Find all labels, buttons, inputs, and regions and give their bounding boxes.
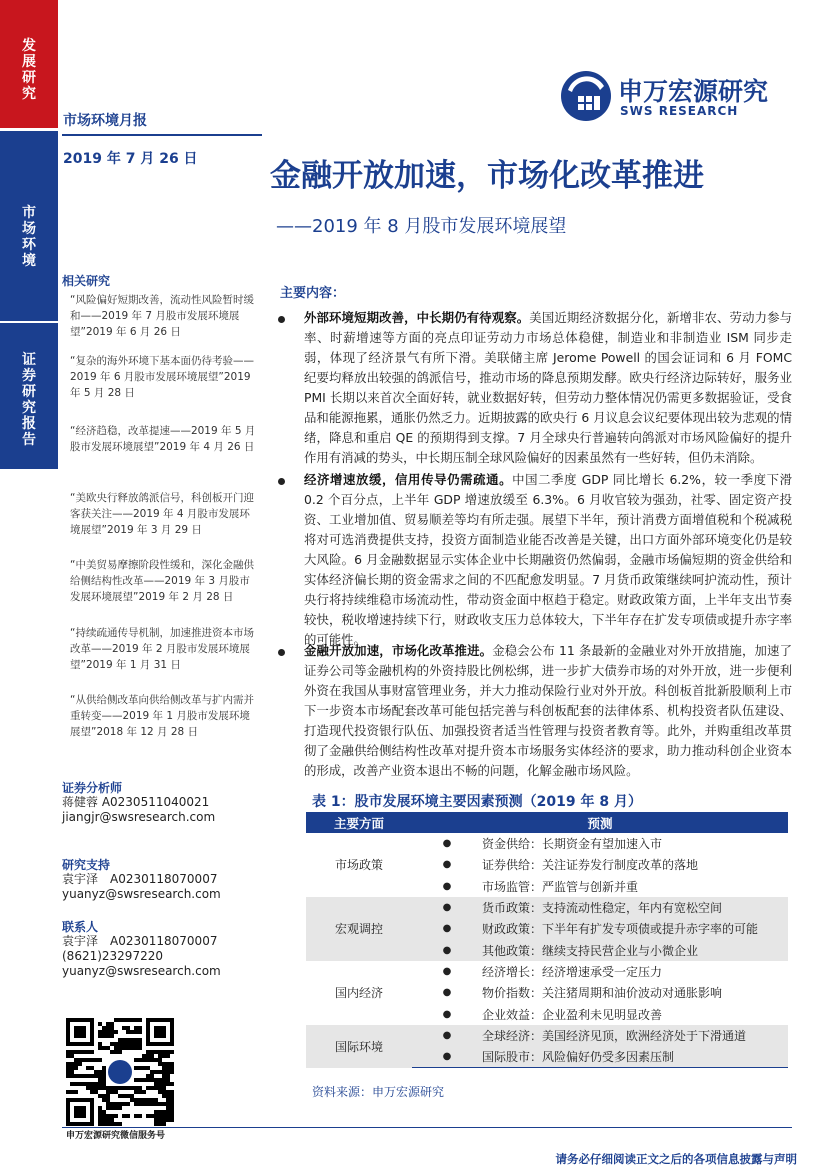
table-cell-forecast: 企业效益：企业盈利未见明显改善 xyxy=(482,1007,663,1022)
bullet-icon: ● xyxy=(412,1025,482,1046)
sidebar-char: 究 xyxy=(22,400,36,416)
table-row xyxy=(306,897,788,918)
paragraph-1 xyxy=(304,308,792,468)
table-row xyxy=(306,833,788,854)
table-cell-forecast: 财政政策：下半年有扩发专项债或提升赤字率的可能 xyxy=(482,918,788,939)
analyst-line: 蒋健蓉 A0230511040021 xyxy=(62,795,210,809)
qr-caption: 申万宏源研究微信服务号 xyxy=(66,1131,166,1141)
table-row xyxy=(306,961,788,982)
paragraph-3-text: 金稳会公布 11 条最新的金融业对外开放措施，加速了证券公司等金融机构的外资持股比例松绑，进一步扩大债券市场的对外开放，进一步便利外资在我国从事财富管理业务，并大力推动保险行业对外开放。科创板首批新股顺利上市下一步资本市场配套改革可能包括完善与科创板配套的法律体系、机构投资者队伍建设、打造现代投资银行队伍、加强投资者适当性管理与投资者教育等。此外，并购重组改革贯彻了金融供给侧结构性改革对提升资本市场服务实体经济的要求，助力推动科创企业资本的形成，改善产业资本退出不畅的问题，化解金融市场风险。 xyxy=(304,643,792,778)
forecast-table xyxy=(306,812,788,1068)
sidebar-char: 券 xyxy=(22,368,36,384)
report-type: 市场环境月报 xyxy=(63,113,147,129)
bullet-icon: ● xyxy=(412,1046,482,1068)
table-cell-forecast: 市场监管：严监管与创新并重 xyxy=(482,879,639,894)
table-group-label: 宏观调控 xyxy=(306,897,412,961)
table-title: 表 1：股市发展环境主要因素预测（2019 年 8 月） xyxy=(312,794,642,810)
sidebar-char: 环 xyxy=(22,237,36,253)
analyst-email: jiangjr@swsresearch.com xyxy=(62,810,216,824)
table-cell-forecast: 国际股市：风险偏好仍受多因素压制 xyxy=(482,1046,788,1068)
bullet-icon xyxy=(278,316,285,323)
sidebar-char: 研 xyxy=(22,70,36,86)
qr-code xyxy=(66,1018,174,1130)
table-cell-forecast: 货币政策：支持流动性稳定，年内有宽松空间 xyxy=(482,897,788,918)
contact-phone: (8621)23297220 xyxy=(62,949,163,963)
bullet-icon: ● xyxy=(442,965,452,977)
bullet-icon xyxy=(278,649,285,656)
main-heading: 主要内容： xyxy=(280,286,346,301)
contact-info xyxy=(62,934,221,979)
bullet-icon xyxy=(278,478,285,485)
divider xyxy=(62,134,262,136)
bullet-icon: ● xyxy=(412,918,482,939)
paragraph-3 xyxy=(304,641,792,781)
sidebar-char: 场 xyxy=(22,221,36,237)
sidebar-char: 展 xyxy=(22,54,36,70)
table-cell-forecast: 物价指数：关注猪周期和油价波动对通胀影响 xyxy=(482,986,723,1001)
brand-logo-icon xyxy=(560,70,612,122)
table-group-label: 国际环境 xyxy=(306,1025,412,1068)
table-cell-forecast: 经济增长：经济增速承受一定压力 xyxy=(482,964,663,979)
bullet-icon: ● xyxy=(442,880,452,892)
page-subtitle: ——2019 年 8 月股市发展环境展望 xyxy=(276,216,567,237)
table-group-label: 市场政策 xyxy=(334,858,383,873)
table-header-aspect: 主要方面 xyxy=(306,812,412,833)
related-item: “从供给侧改革向供给侧改革与扩内需并重转变——2019 年 1 月股市发展环境展望”2018 年 12 月 28 日 xyxy=(70,694,254,738)
sidebar-char: 证 xyxy=(22,352,36,368)
brand-name: 申万宏源研究 xyxy=(618,77,769,106)
paragraph-2-text: 中国二季度 GDP 同比增长 6.2%，较一季度下滑 0.2 个百分点，上半年 GDP 增速放缓至 6.3%。6 月收官较为强劲，社零、固定资产投资、工业增加值、贸易顺差等均有所走强。展望下半年，预计消费方面增值税和个税减税将对可选消费提供支持，投资方面制造业能否改善是关键，出口方面外部环境变化仍是较大风险。6 月金融数据显示实体企业中长期融资仍然偏弱，金融市场偏短期的资金供给和实体经济偏长期的资金需求之间的不匹配愈发明显。7 月货币政策继续呵护流动性，预计央行将持续维稳市场流动性，带动资金面中枢趋于稳定。财政政策方面，上半年支出节奏较快，税收增速持续下行，财政收支压力总体较大，下半年存在扩发专项债或提升赤字率的可能性。 xyxy=(304,472,792,647)
paragraph-1-text: 美国近期经济数据分化，新增非农、劳动力参与率、时薪增速等方面的亮点印证劳动力市场总体稳健，制造业和非制造业 ISM 同步走弱，体现了经济景气有所下滑。美联储主席 Jerome Powell 的国会证词和 6 月 FOMC 纪要均释放出较强的鸽派信号，推动市场的降息预期发酵。欧央行经济边际转好，服务业 PMI 长期以来首次全面好转，就业数据好转，但劳动力整体情况仍需更多数据验证，受食品和能源拖累，通胀仍然乏力。近期披露的欧央行 6 月议息会议纪要体现出较为悲观的情绪，降息和重启 QE 的预期得到支撑。7 月全球央行普遍转向鸽派对市场风险偏好的提升作用有消减的势头，中长期压制全球风险偏好的因素虽然有一些好转，但仍未消除。 xyxy=(304,310,793,465)
footer-disclaimer: 请务必仔细阅读正文之后的各项信息披露与声明 xyxy=(555,1152,797,1166)
table-source: 资料来源：申万宏源研究 xyxy=(312,1085,445,1099)
bullet-icon: ● xyxy=(442,987,452,999)
bullet-icon: ● xyxy=(412,897,482,918)
brand-logo xyxy=(560,70,612,126)
analyst-heading: 证券分析师 xyxy=(62,781,123,795)
sidebar-char: 告 xyxy=(22,432,36,448)
bullet-icon: ● xyxy=(442,838,452,850)
related-item: “复杂的海外环境下基本面仍待考验——2019 年 6 月股市发展环境展望”2019 年 5 月 28 日 xyxy=(70,355,254,399)
brand-sub: SWS RESEARCH xyxy=(620,104,739,118)
qr-code-icon xyxy=(66,1018,174,1126)
sidebar-char: 市 xyxy=(22,205,36,221)
support-line: 袁宇泽 A0230118070007 xyxy=(62,872,218,886)
related-item: “经济趋稳，改革提速——2019 年 5 月股市发展环境展望”2019 年 4 月 26 日 xyxy=(70,425,256,453)
contact-heading: 联系人 xyxy=(62,920,99,934)
related-item: “中美贸易摩擦阶段性缓和，深化金融供给侧结构性改革——2019 年 3 月股市发展环境展望”2019 年 2 月 28 日 xyxy=(70,559,254,603)
sidebar-tag-market xyxy=(0,205,58,269)
table-cell-forecast: 其他政策：继续支持民营企业与小微企业 xyxy=(482,939,788,960)
analyst-info xyxy=(62,795,215,825)
table-cell-forecast: 资金供给：长期资金有望加速入市 xyxy=(482,837,663,852)
bullet-icon: ● xyxy=(442,1008,452,1020)
footer-divider xyxy=(62,1127,792,1128)
sidebar-tag-research xyxy=(0,38,58,102)
table-group-label: 国内经济 xyxy=(334,986,383,1001)
table-header-forecast: 预测 xyxy=(412,812,788,833)
table-cell-forecast: 全球经济：美国经济见顶，欧洲经济处于下滑通道 xyxy=(482,1025,788,1046)
paragraph-1-lead: 外部环境短期改善，中长期仍有待观察。 xyxy=(304,310,530,325)
support-info xyxy=(62,872,221,902)
sidebar-char: 发 xyxy=(22,38,36,54)
paragraph-2 xyxy=(304,470,792,650)
paragraph-3-lead: 金融开放加速，市场化改革推进。 xyxy=(304,643,493,658)
sidebar-char: 境 xyxy=(22,253,36,269)
related-heading: 相关研究 xyxy=(62,274,111,288)
sidebar-tag-report xyxy=(0,352,58,448)
contact-line: 袁宇泽 A0230118070007 xyxy=(62,934,218,948)
table-cell-forecast: 证券供给：关注证券发行制度改革的落地 xyxy=(482,858,699,873)
sidebar-char: 报 xyxy=(22,416,36,432)
bullet-icon: ● xyxy=(442,859,452,871)
paragraph-2-lead: 经济增速放缓，信用传导仍需疏通。 xyxy=(304,472,513,487)
support-heading: 研究支持 xyxy=(62,858,111,872)
sidebar-char: 研 xyxy=(22,384,36,400)
table-row xyxy=(306,1025,788,1046)
report-date: 2019 年 7 月 26 日 xyxy=(63,151,198,167)
related-item: “持续疏通传导机制，加速推进资本市场改革——2019 年 2 月股市发展环境展望”2019 年 1 月 31 日 xyxy=(70,627,254,671)
sidebar-char: 究 xyxy=(22,86,36,102)
related-item: “美欧央行释放鸽派信号，科创板开门迎客获关注——2019 年 4 月股市发展环境展望”2019 年 3 月 29 日 xyxy=(70,492,254,536)
bullet-icon: ● xyxy=(412,939,482,960)
contact-email: yuanyz@swsresearch.com xyxy=(62,964,221,978)
page-title: 金融开放加速，市场化改革推进 xyxy=(270,158,704,194)
related-item: “风险偏好短期改善，流动性风险暂时缓和——2019 年 7 月股市发展环境展望”2019 年 6 月 26 日 xyxy=(70,294,254,338)
support-email: yuanyz@swsresearch.com xyxy=(62,887,221,901)
